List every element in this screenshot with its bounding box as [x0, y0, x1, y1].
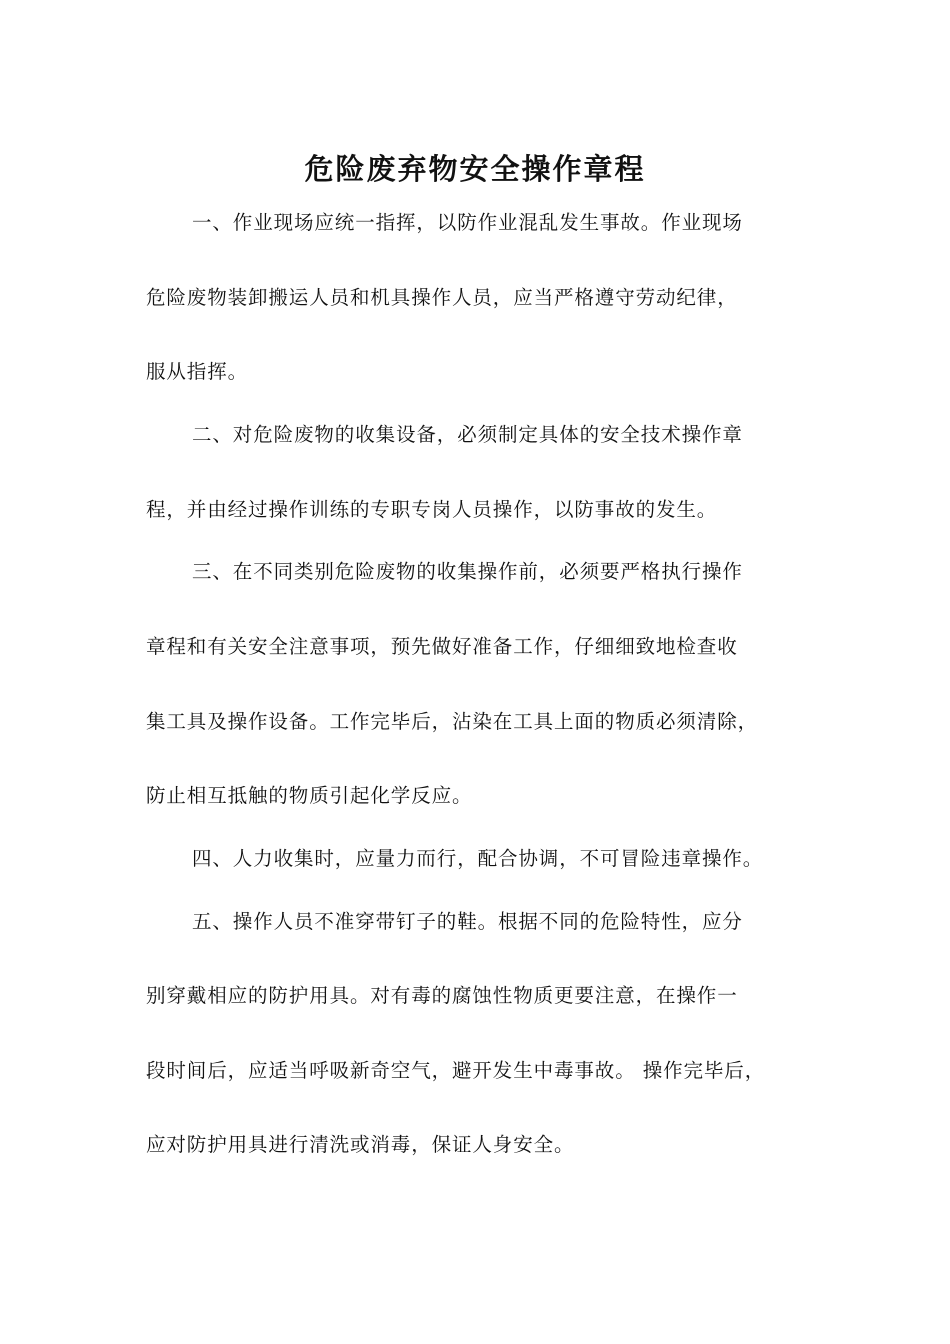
paragraph-line: 危险废物装卸搬运人员和机具操作人员，应当严格遵守劳动纪律， — [146, 286, 738, 309]
paragraph-line: 二、对危险废物的收集设备，必须制定具体的安全技术操作章 — [192, 423, 743, 446]
paragraph-line: 防止相互抵触的物质引起化学反应。 — [146, 784, 473, 807]
paragraph-line: 三、在不同类别危险废物的收集操作前，必须要严格执行操作 — [192, 560, 743, 583]
paragraph-line: 应对防护用具进行清洗或消毒，保证人身安全。 — [146, 1133, 575, 1156]
paragraph-line: 段时间后，应适当呼吸新奇空气，避开发生中毒事故。 操作完毕后， — [146, 1059, 766, 1082]
paragraph-line: 四、人力收集时，应量力而行，配合协调，不可冒险违章操作。 — [192, 847, 764, 870]
paragraph-line: 程，并由经过操作训练的专职专岗人员操作，以防事故的发生。 — [146, 498, 718, 521]
paragraph-line: 服从指挥。 — [146, 360, 249, 383]
paragraph-line: 别穿戴相应的防护用具。对有毒的腐蚀性物质更要注意，在操作一 — [146, 984, 738, 1007]
paragraph-line: 五、操作人员不准穿带钉子的鞋。根据不同的危险特性，应分 — [192, 910, 743, 933]
paragraph-line: 集工具及操作设备。工作完毕后，沾染在工具上面的物质必须清除， — [146, 710, 759, 733]
paragraph-line: 章程和有关安全注意事项，预先做好准备工作，仔细细致地检查收 — [146, 635, 738, 658]
document-title: 危险废弃物安全操作章程 — [304, 152, 646, 187]
paragraph-line: 一、作业现场应统一指挥，以防作业混乱发生事故。作业现场 — [192, 211, 743, 234]
